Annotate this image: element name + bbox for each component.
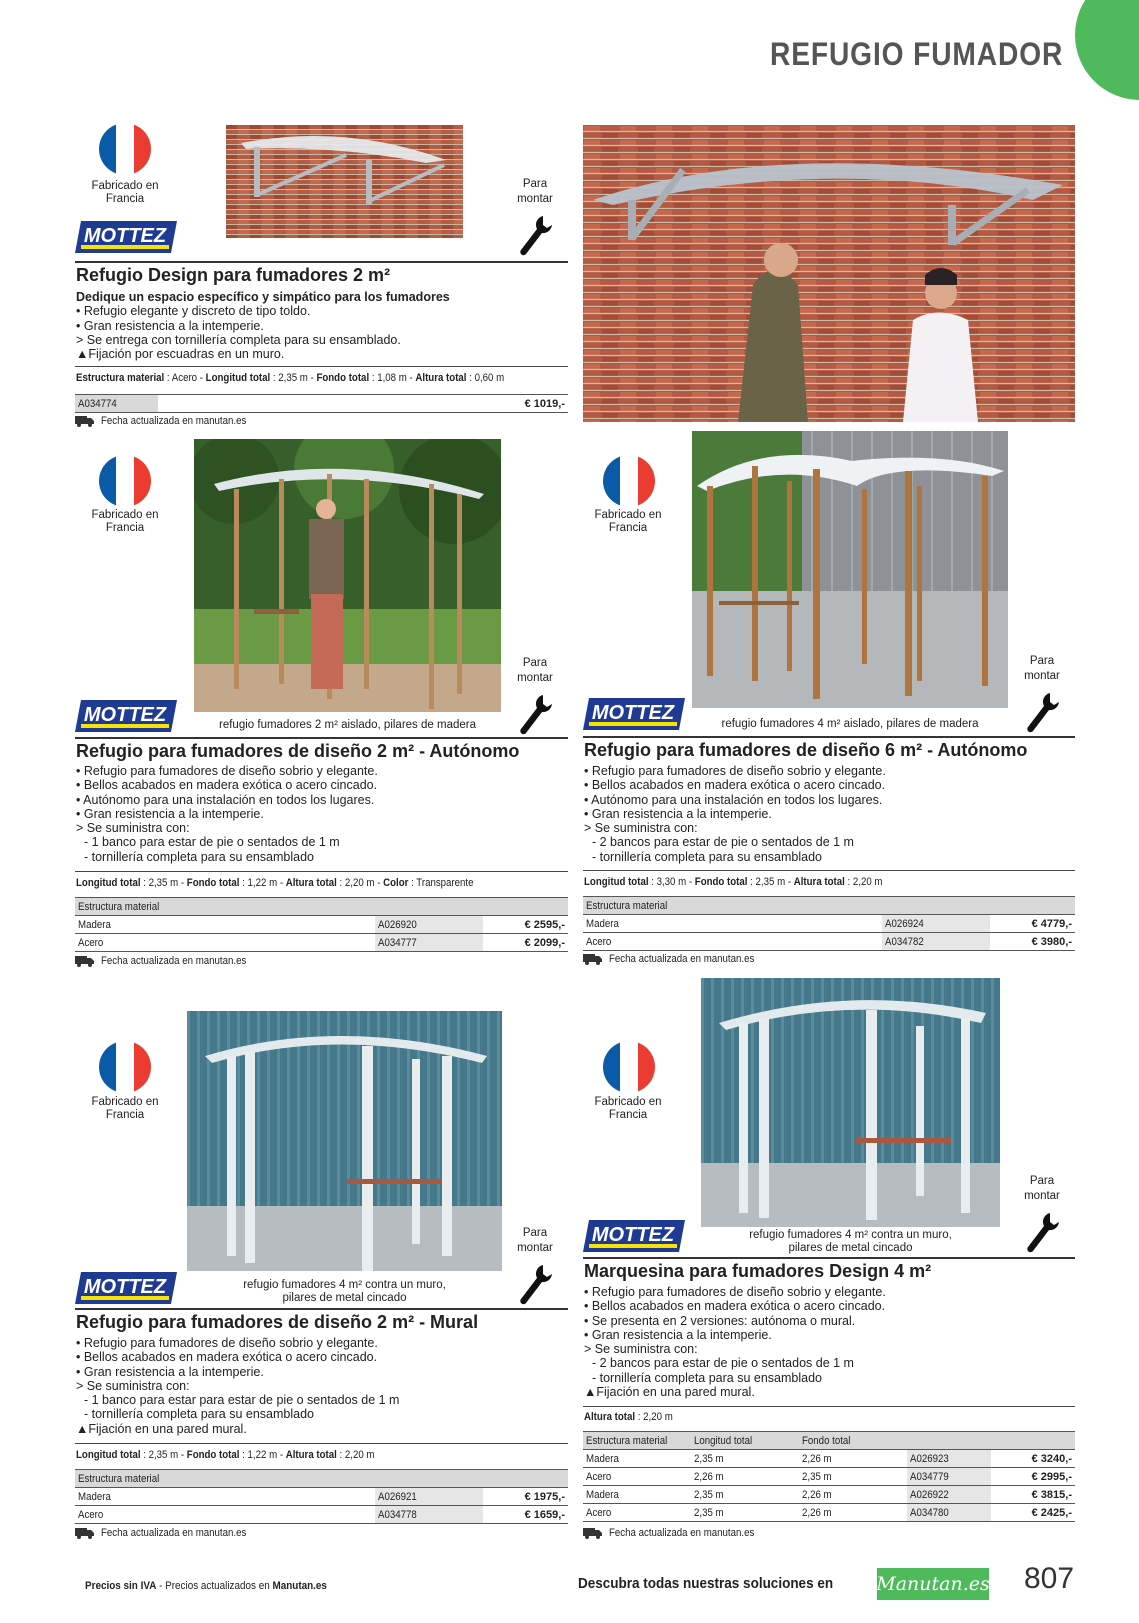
- mottez-logo: [75, 1272, 177, 1304]
- product-description: [584, 1285, 886, 1399]
- divider: [583, 1257, 1075, 1259]
- article-code[interactable]: A026920: [378, 918, 417, 931]
- photo-caption: refugio fumadores 4 m² contra un muro, pilares de metal cincado: [243, 1279, 446, 1304]
- feature-item: • Gran resistencia a la intemperie.: [76, 806, 264, 821]
- product-title: Refugio para fumadores de diseño 6 m² - Autónomo: [584, 740, 1028, 760]
- table-row: Acero A034782 € 3980,-: [583, 933, 1075, 951]
- table-row: Madera A026921 € 1975,-: [75, 1488, 568, 1506]
- svg-text:MOTTEZ: MOTTEZ: [83, 1276, 167, 1298]
- france-flag-icon: [603, 455, 655, 507]
- wrench-icon: [517, 1263, 553, 1305]
- feature-item: > Se suministra con:: [584, 821, 698, 836]
- assembly-label: Para montar: [1024, 1175, 1060, 1202]
- delivery-info: Fecha actualizada en manutan.es: [75, 415, 266, 427]
- assembly-label: Para montar: [517, 1227, 553, 1254]
- feature-item: ▲Fijación por escuadras en un muro.: [76, 347, 285, 362]
- assembly-label: Para montar: [517, 657, 553, 684]
- table-row: Madera 2,35 m 2,26 m A026922 € 3815,-: [583, 1486, 1075, 1504]
- article-code[interactable]: A034774: [78, 397, 117, 410]
- product-title: Refugio para fumadores de diseño 2 m² - Autónomo: [76, 741, 520, 761]
- manutan-link[interactable]: Manutan.es: [272, 1580, 327, 1592]
- product-description: [76, 290, 450, 361]
- truck-icon: [75, 955, 95, 967]
- product-photo-shelter-mural-2m: [187, 1011, 502, 1271]
- divider: [75, 366, 568, 367]
- product-title: Refugio Design para fumadores 2 m²: [76, 265, 391, 285]
- truck-icon: [583, 1527, 603, 1539]
- product-specs: Longitud total : 3,30 m - Fondo total : 2,35 m - Altura total : 2,20 m: [584, 876, 883, 888]
- page-number: 807: [1024, 1562, 1075, 1595]
- table-row: Acero A034778 € 1659,-: [75, 1506, 568, 1524]
- france-flag-icon: [603, 1041, 655, 1093]
- feature-item: - 1 banco para estar de pie o sentados de 1 m: [84, 835, 340, 850]
- feature-item: • Autónomo para una instalación en todos los lugares.: [76, 792, 375, 807]
- feature-item: > Se entrega con tornillería completa para su ensamblado.: [76, 332, 401, 347]
- feature-item: - 2 bancos para estar de pie o sentados de 1 m: [592, 1356, 854, 1371]
- product-description: [76, 1336, 399, 1436]
- price-table: [75, 394, 568, 413]
- table-row: Madera A026924 € 4779,-: [583, 915, 1075, 933]
- table-header: Estructura material Longitud total Fondo total: [583, 1432, 1075, 1450]
- product-description: [584, 764, 886, 864]
- feature-item: > Se suministra con:: [584, 1342, 698, 1357]
- product-specs: Altura total : 2,20 m: [584, 1411, 673, 1423]
- price: € 1019,-: [205, 395, 568, 413]
- feature-item: • Bellos acabados en madera exótica o acero cincado.: [76, 1350, 378, 1365]
- article-code[interactable]: A034782: [885, 935, 924, 948]
- divider: [75, 1443, 568, 1444]
- price-table: [75, 897, 568, 952]
- divider: [583, 870, 1075, 871]
- feature-item: • Gran resistencia a la intemperie.: [76, 318, 264, 333]
- page-title: REFUGIO FUMADOR: [769, 36, 1063, 72]
- feature-item: • Refugio para fumadores de diseño sobrio y elegante.: [76, 764, 378, 778]
- product-subtitle: Dedique un espacio específico y simpático para los fumadores: [76, 290, 450, 304]
- france-flag-icon: [99, 123, 151, 175]
- price-table: [583, 896, 1075, 951]
- feature-item: • Refugio elegante y discreto de tipo toldo.: [76, 304, 311, 319]
- mottez-logo: [75, 700, 177, 732]
- made-in-france-label: Fabricado en Francia: [91, 509, 159, 534]
- feature-item: • Se presenta en 2 versiones: autónoma o mural.: [584, 1313, 856, 1328]
- france-flag-icon: [99, 1041, 151, 1093]
- feature-item: • Gran resistencia a la intemperie.: [584, 1327, 772, 1342]
- table-header: Estructura material: [75, 898, 568, 916]
- product-photo-awning-small: [226, 125, 463, 238]
- feature-item: ▲Fijación en una pared mural.: [76, 1421, 247, 1436]
- wrench-icon: [517, 214, 553, 256]
- assembly-label: Para montar: [517, 178, 553, 205]
- product-photo-marquesina-4m: [701, 978, 1000, 1227]
- feature-item: - tornillería completa para su ensamblado: [84, 1407, 314, 1422]
- made-in-france-label: Fabricado en Francia: [594, 509, 662, 534]
- feature-item: • Bellos acabados en madera exótica o acero cincado.: [76, 778, 378, 793]
- feature-item: ▲Fijación en una pared mural.: [584, 1385, 755, 1400]
- mottez-logo: [75, 221, 177, 253]
- table-header: Estructura material: [75, 1470, 568, 1488]
- feature-item: - 2 bancos para estar de pie o sentados de 1 m: [592, 835, 854, 850]
- svg-text:MOTTEZ: MOTTEZ: [591, 1224, 675, 1246]
- photo-caption: refugio fumadores 2 m² aislado, pilares de madera: [219, 719, 476, 731]
- product-title: Marquesina para fumadores Design 4 m²: [584, 1261, 932, 1281]
- mottez-logo: [583, 698, 685, 730]
- article-code[interactable]: A034778: [378, 1508, 417, 1521]
- delivery-info: Fecha actualizada en manutan.es: [583, 1527, 774, 1539]
- article-code[interactable]: A034777: [378, 936, 417, 949]
- svg-text:MOTTEZ: MOTTEZ: [83, 704, 167, 726]
- delivery-info: Fecha actualizada en manutan.es: [583, 953, 774, 965]
- table-row: Acero 2,26 m 2,35 m A034779 € 2995,-: [583, 1468, 1075, 1486]
- article-code[interactable]: A034780: [910, 1506, 949, 1519]
- truck-icon: [75, 415, 95, 427]
- article-code[interactable]: A026924: [885, 917, 924, 930]
- feature-item: • Refugio para fumadores de diseño sobrio y elegante.: [584, 1285, 886, 1299]
- divider: [75, 261, 568, 263]
- wrench-icon: [1024, 691, 1060, 733]
- feature-item: • Bellos acabados en madera exótica o acero cincado.: [584, 778, 886, 793]
- svg-text:MOTTEZ: MOTTEZ: [83, 225, 167, 247]
- wrench-icon: [1024, 1211, 1060, 1253]
- table-row: Acero A034777 € 2099,-: [75, 934, 568, 952]
- product-photo-shelter-wood-2m: [194, 439, 501, 712]
- mottez-logo: [583, 1220, 685, 1252]
- delivery-info: Fecha actualizada en manutan.es: [75, 1527, 266, 1539]
- product-title: Refugio para fumadores de diseño 2 m² - Mural: [76, 1312, 479, 1332]
- product-description: [76, 764, 378, 864]
- feature-item: • Gran resistencia a la intemperie.: [76, 1364, 264, 1379]
- svg-text:MOTTEZ: MOTTEZ: [591, 702, 675, 724]
- section-tab: [1075, 0, 1139, 100]
- feature-item: • Gran resistencia a la intemperie.: [584, 806, 772, 821]
- manutan-logo[interactable]: Manutan.es: [877, 1568, 989, 1600]
- article-code[interactable]: A026923: [910, 1452, 949, 1465]
- feature-item: - 1 banco para estar para estar de pie o sentados de 1 m: [84, 1393, 400, 1408]
- footer-cta: Descubra todas nuestras soluciones en: [578, 1575, 834, 1592]
- divider: [583, 736, 1075, 738]
- delivery-info: Fecha actualizada en manutan.es: [75, 955, 266, 967]
- feature-item: > Se suministra con:: [76, 821, 190, 836]
- made-in-france-label: Fabricado en Francia: [594, 1096, 662, 1121]
- feature-item: - tornillería completa para su ensamblado: [84, 849, 314, 864]
- made-in-france-label: Fabricado en Francia: [91, 180, 159, 205]
- product-specs: Longitud total : 2,35 m - Fondo total : 1,22 m - Altura total : 2,20 m - Color : Transparente: [76, 877, 474, 889]
- table-row: Madera 2,35 m 2,26 m A026923 € 3240,-: [583, 1450, 1075, 1468]
- made-in-france-label: Fabricado en Francia: [91, 1096, 159, 1121]
- feature-item: • Refugio para fumadores de diseño sobrio y elegante.: [76, 1336, 378, 1350]
- divider: [583, 1406, 1075, 1407]
- feature-item: > Se suministra con:: [76, 1378, 190, 1393]
- footer-note: Precios sin IVA - Precios actualizados en Manutan.es: [85, 1580, 327, 1592]
- table-row: [75, 395, 568, 413]
- product-specs: Estructura material : Acero - Longitud total : 2,35 m - Fondo total : 1,08 m - Altura total : 0,60 m: [76, 372, 505, 384]
- divider: [75, 1308, 568, 1310]
- wrench-icon: [517, 693, 553, 735]
- truck-icon: [75, 1527, 95, 1539]
- product-photo-shelter-wood-6m: [692, 431, 1008, 708]
- table-row: Acero 2,35 m 2,26 m A034780 € 2425,-: [583, 1504, 1075, 1522]
- truck-icon: [583, 953, 603, 965]
- photo-caption: refugio fumadores 4 m² contra un muro, pilares de metal cincado: [749, 1229, 952, 1254]
- article-code[interactable]: A034779: [910, 1470, 949, 1483]
- feature-item: - tornillería completa para su ensamblado: [592, 1370, 822, 1385]
- divider: [75, 871, 568, 872]
- feature-item: • Refugio para fumadores de diseño sobrio y elegante.: [584, 764, 886, 778]
- article-code[interactable]: A026921: [378, 1490, 417, 1503]
- assembly-label: Para montar: [1024, 655, 1060, 682]
- product-specs: Longitud total : 2,35 m - Fondo total : 1,22 m - Altura total : 2,20 m: [76, 1449, 375, 1461]
- article-code[interactable]: A026922: [910, 1488, 949, 1501]
- france-flag-icon: [99, 455, 151, 507]
- price-table: [75, 1469, 568, 1524]
- table-header: Estructura material: [583, 897, 1075, 915]
- price-table: [583, 1431, 1075, 1522]
- feature-item: • Autónomo para una instalación en todos los lugares.: [584, 792, 883, 807]
- feature-item: - tornillería completa para su ensamblado: [592, 849, 822, 864]
- divider: [75, 737, 568, 739]
- table-row: Madera A026920 € 2595,-: [75, 916, 568, 934]
- photo-caption: refugio fumadores 4 m² aislado, pilares de madera: [721, 718, 979, 730]
- feature-item: • Bellos acabados en madera exótica o acero cincado.: [584, 1299, 886, 1314]
- product-photo-awning-wall: [583, 125, 1075, 422]
